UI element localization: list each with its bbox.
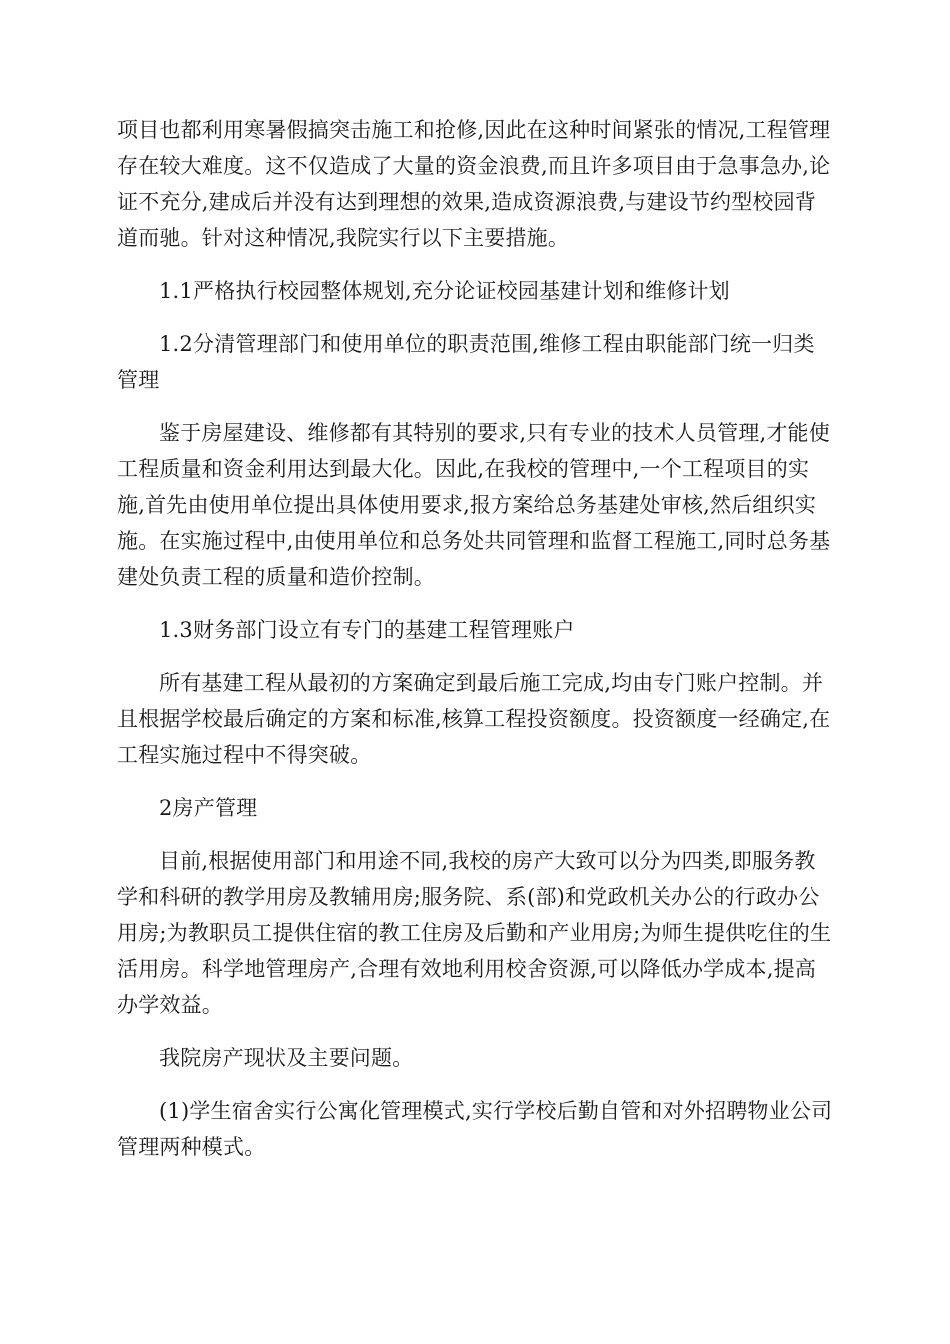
section-heading-2: 2房产管理: [159, 796, 258, 820]
paragraph-accounts: 所有基建工程从最初的方案确定到最后施工完成,均由专门账户控制。并且根据学校最后确定的方案和标准,核算工程投资额度。投资额度一经确定,在工程实施过程中不得突破。: [117, 671, 831, 767]
paragraph-status: 我院房产现状及主要问题。: [159, 1046, 414, 1070]
document-body: [117, 112, 833, 1182]
paragraph-property-types: 目前,根据使用部门和用途不同,我校的房产大致可以分为四类,即服务教学和科研的教学用房及教辅用房;服务院、系(部)和党政机关办公的行政办公用房;为教职员工提供住宿的教工住房及后勤和产业用房;为师生提供吃住的生活用房。科学地管理房产,合理有效地利用校舍资源,可以降低办学成本,提高办学效益。: [117, 849, 832, 1017]
section-heading-1-1: 1.1严格执行校园整体规划,充分论证校园基建计划和维修计划: [159, 279, 730, 303]
paragraph-intro: 项目也都利用寒暑假搞突击施工和抢修,因此在这种时间紧张的情况,工程管理存在较大难度。这不仅造成了大量的资金浪费,而且许多项目由于急事急办,论证不充分,建成后并没有达到理想的效果,造成资源浪费,与建设节约型校园背道而驰。针对这种情况,我院实行以下主要措施。: [117, 118, 831, 250]
paragraph-management: 鉴于房屋建设、维修都有其特别的要求,只有专业的技术人员管理,才能使工程质量和资金利用达到最大化。因此,在我校的管理中,一个工程项目的实施,首先由使用单位提出具体使用要求,报方案给总务基建处审核,然后组织实施。在实施过程中,由使用单位和总务处共同管理和监督工程施工,同时总务基建处负责工程的质量和造价控制。: [117, 421, 831, 589]
paragraph-dormitory: (1)学生宿舍实行公寓化管理模式,实行学校后勤自管和对外招聘物业公司管理两种模式。: [117, 1099, 833, 1159]
section-heading-1-2: 1.2分清管理部门和使用单位的职责范围,维修工程由职能部门统一归类管理: [117, 332, 815, 392]
section-heading-1-3: 1.3财务部门设立有专门的基建工程管理账户: [159, 618, 575, 642]
